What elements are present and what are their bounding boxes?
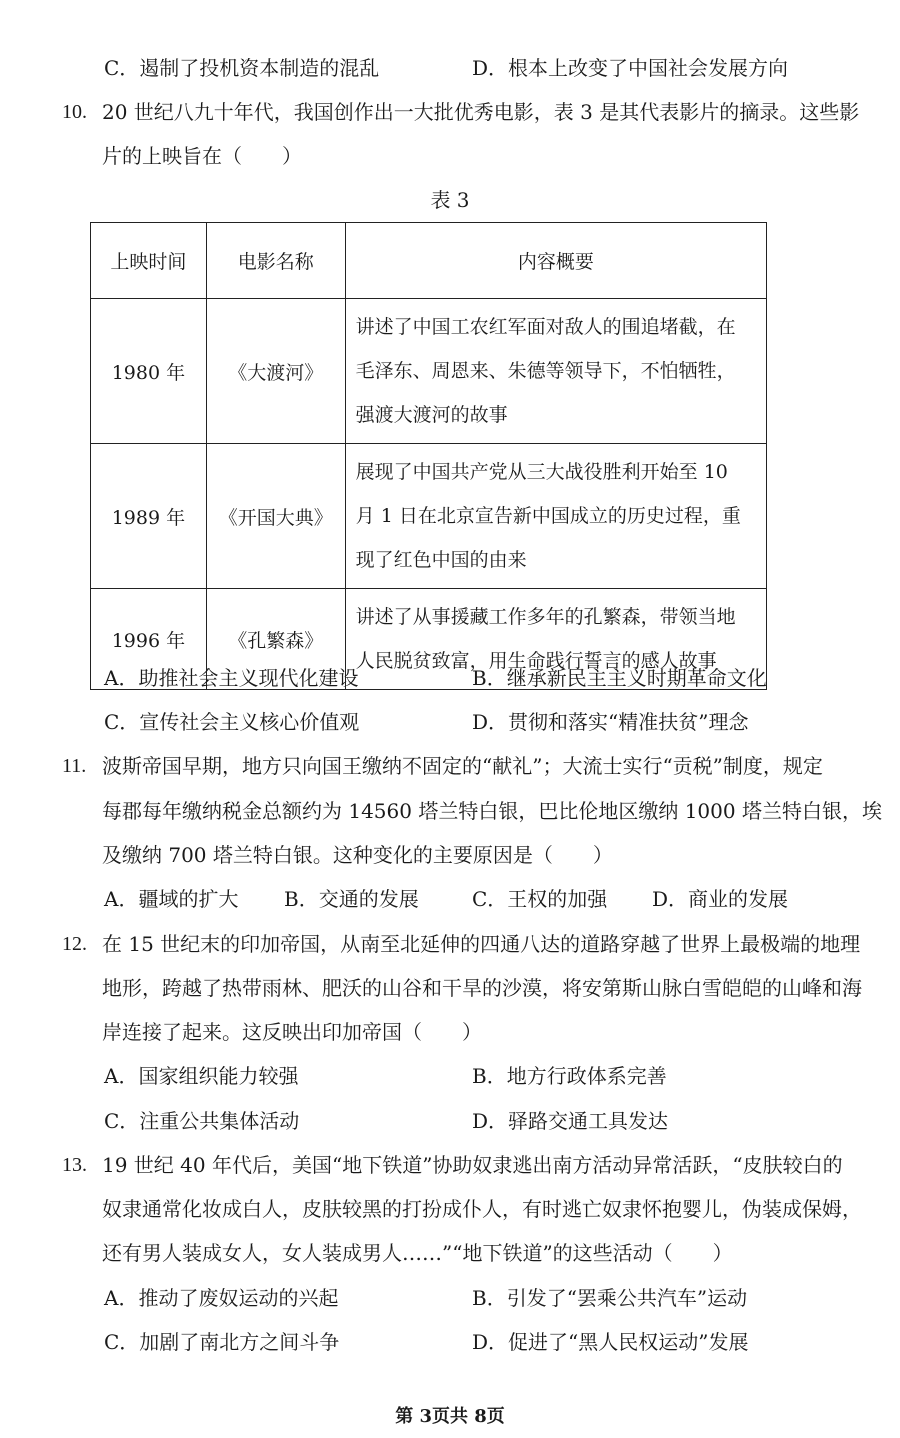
summary-line: 强渡大渡河的故事 [355,404,508,426]
q11-option-b: B．交通的发展 [284,887,419,911]
q11-option-d: D．商业的发展 [652,887,789,911]
summary-line: 月 1 日在北京宣告新中国成立的历史过程，重 [355,505,741,527]
q13-number: 13. [62,1154,87,1176]
q12-stem-line3: 岸连接了起来。这反映出印加帝国（ ） [102,1020,482,1044]
q10-stem-line1: 20 世纪八九十年代，我国创作出一大批优秀电影，表 3 是其代表影片的摘录。这些影 [102,100,860,124]
table-header-row [91,223,767,299]
q13-stem-line1: 19 世纪 40 年代后，美国“地下铁道”协助奴隶逃出南方活动异常活跃，“皮肤较白的 [102,1153,843,1177]
summary-line: 现了红色中国的由来 [355,549,527,571]
q10-option-d: D．贯彻和落实“精准扶贫”理念 [472,710,749,734]
q12-number: 12. [62,933,87,955]
q12-option-b: B．地方行政体系完善 [472,1064,667,1088]
q13-stem-line3: 还有男人装成女人，女人装成男人……”“地下铁道”的这些活动（ ） [102,1241,733,1265]
q13-stem-line2: 奴隶通常化妆成白人，皮肤较黑的打扮成仆人，有时逃亡奴隶怀抱婴儿，伪装成保姆， [102,1197,862,1221]
row-year: 1996 年 [91,589,207,690]
header-film-name: 电影名称 [206,223,345,299]
table-row [91,444,767,589]
q11-stem-line2: 每郡每年缴纳税金总额约为 14560 塔兰特白银，巴比伦地区缴纳 1000 塔兰特白银，埃 [102,799,882,823]
row-film: 《开国大典》 [206,444,345,589]
q11-stem-line3: 及缴纳 700 塔兰特白银。这种变化的主要原因是（ ） [102,843,613,867]
q10-option-b: B．继承新民主主义时期革命文化 [472,666,767,690]
row-film: 《孔繁森》 [206,589,345,690]
q11-option-a: A．疆域的扩大 [104,887,239,911]
summary-line: 展现了中国共产党从三大战役胜利开始至 10 [355,461,728,483]
q10-stem-line2: 片的上映旨在（ ） [102,144,302,168]
header-content-summary: 内容概要 [345,223,766,299]
q11-option-c: C．王权的加强 [472,887,608,911]
q11-number: 11. [62,755,87,777]
q13-option-c: C．加剧了南北方之间斗争 [104,1330,340,1354]
row-summary [345,444,766,589]
page-number: 第 3页共 8页 [395,1406,505,1427]
q9-option-d: D．根本上改变了中国社会发展方向 [472,56,789,80]
q12-stem-line2: 地形，跨越了热带雨林、肥沃的山谷和干旱的沙漠，将安第斯山脉白雪皑皑的山峰和海 [102,976,862,1000]
summary-line: 毛泽东、周恩来、朱德等领导下，不怕牺牲， [355,360,736,382]
row-year: 1989 年 [91,444,207,589]
header-release-time: 上映时间 [91,223,207,299]
q12-stem-line1: 在 15 世纪末的印加帝国，从南至北延伸的四通八达的道路穿越了世界上最极端的地理 [102,932,861,956]
q10-option-c: C．宣传社会主义核心价值观 [104,710,360,734]
q10-option-a: A．助推社会主义现代化建设 [104,666,359,690]
q10-number: 10. [62,101,87,123]
q12-option-c: C．注重公共集体活动 [104,1109,300,1133]
table-caption: 表 3 [430,188,470,212]
film-table [90,222,767,690]
q13-option-a: A．推动了废奴运动的兴起 [104,1286,339,1310]
table-row [91,299,767,444]
summary-line: 人民脱贫致富，用生命践行誓言的感人故事 [355,650,717,672]
q9-option-c: C．遏制了投机资本制造的混乱 [104,56,380,80]
summary-line: 讲述了从事援藏工作多年的孔繁森，带领当地 [355,606,736,628]
summary-line: 讲述了中国工农红军面对敌人的围追堵截，在 [355,316,736,338]
q12-option-d: D．驿路交通工具发达 [472,1109,669,1133]
q13-option-d: D．促进了“黑人民权运动”发展 [472,1330,749,1354]
row-year: 1980 年 [91,299,207,444]
row-summary [345,299,766,444]
q11-stem-line1: 波斯帝国早期，地方只向国王缴纳不固定的“献礼”；大流士实行“贡税”制度，规定 [102,754,823,778]
q12-option-a: A．国家组织能力较强 [104,1064,299,1088]
row-film: 《大渡河》 [206,299,345,444]
q13-option-b: B．引发了“罢乘公共汽车”运动 [472,1286,748,1310]
